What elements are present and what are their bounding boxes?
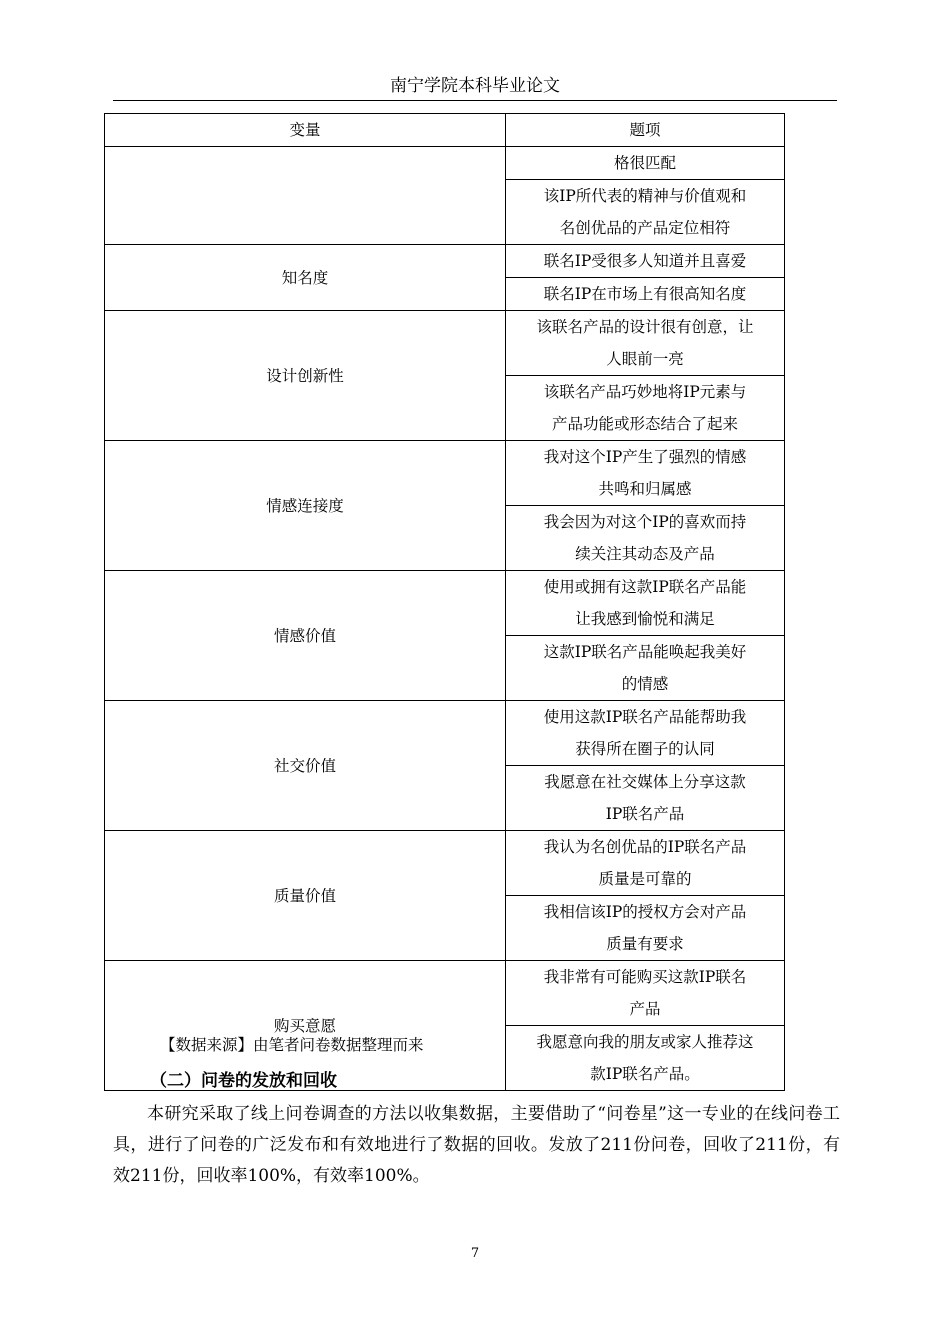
item-cell: 该联名产品的设计很有创意，让人眼前一亮	[506, 311, 785, 376]
item-cell: 我非常有可能购买这款IP联名产品	[506, 961, 785, 1026]
table-row	[105, 701, 785, 766]
header-rule	[113, 100, 837, 101]
table-row	[105, 147, 785, 180]
variable-cell: 质量价值	[105, 831, 506, 961]
section-heading: （二）问卷的发放和回收	[150, 1071, 337, 1091]
page-header-title: 南宁学院本科毕业论文	[390, 76, 560, 96]
item-cell: 我愿意在社交媒体上分享这款IP联名产品	[506, 766, 785, 831]
survey-items-table	[104, 113, 785, 1091]
item-cell: 我会因为对这个IP的喜欢而持续关注其动态及产品	[506, 506, 785, 571]
item-cell: 使用或拥有这款IP联名产品能让我感到愉悦和满足	[506, 571, 785, 636]
item-cell: 我相信该IP的授权方会对产品质量有要求	[506, 896, 785, 961]
table-row	[105, 831, 785, 896]
item-cell: 联名IP在市场上有很高知名度	[506, 278, 785, 311]
column-header-variable: 变量	[105, 114, 506, 147]
item-cell: 这款IP联名产品能唤起我美好的情感	[506, 636, 785, 701]
page-number: 7	[470, 1246, 480, 1261]
variable-cell: 情感价值	[105, 571, 506, 701]
table-row	[105, 571, 785, 636]
body-paragraph: 本研究采取了线上问卷调查的方法以收集数据，主要借助了“问卷星”这一专业的在线问卷工具，进行了问卷的广泛发布和有效地进行了数据的回收。发放了211份问卷，回收了211份，有效211份，回收率100%，有效率100%。	[113, 1104, 840, 1186]
item-cell: 该IP所代表的精神与价值观和名创优品的产品定位相符	[506, 180, 785, 245]
table-row	[105, 441, 785, 506]
variable-cell	[105, 147, 506, 245]
column-header-item: 题项	[506, 114, 785, 147]
item-cell: 我对这个IP产生了强烈的情感共鸣和归属感	[506, 441, 785, 506]
item-cell: 联名IP受很多人知道并且喜爱	[506, 245, 785, 278]
data-source-note: 【数据来源】由笔者问卷数据整理而来	[160, 1036, 424, 1054]
item-cell: 使用这款IP联名产品能帮助我获得所在圈子的认同	[506, 701, 785, 766]
variable-cell: 情感连接度	[105, 441, 506, 571]
item-cell: 我认为名创优品的IP联名产品质量是可靠的	[506, 831, 785, 896]
item-cell: 我愿意向我的朋友或家人推荐这款IP联名产品。	[506, 1026, 785, 1091]
item-cell: 格很匹配	[506, 147, 785, 180]
table-row	[105, 961, 785, 1026]
variable-cell: 购买意愿	[105, 961, 506, 1091]
table-header-row	[105, 114, 785, 147]
variable-cell: 设计创新性	[105, 311, 506, 441]
variable-cell: 知名度	[105, 245, 506, 311]
item-cell: 该联名产品巧妙地将IP元素与产品功能或形态结合了起来	[506, 376, 785, 441]
table-row	[105, 245, 785, 278]
table-row	[105, 311, 785, 376]
variable-cell: 社交价值	[105, 701, 506, 831]
